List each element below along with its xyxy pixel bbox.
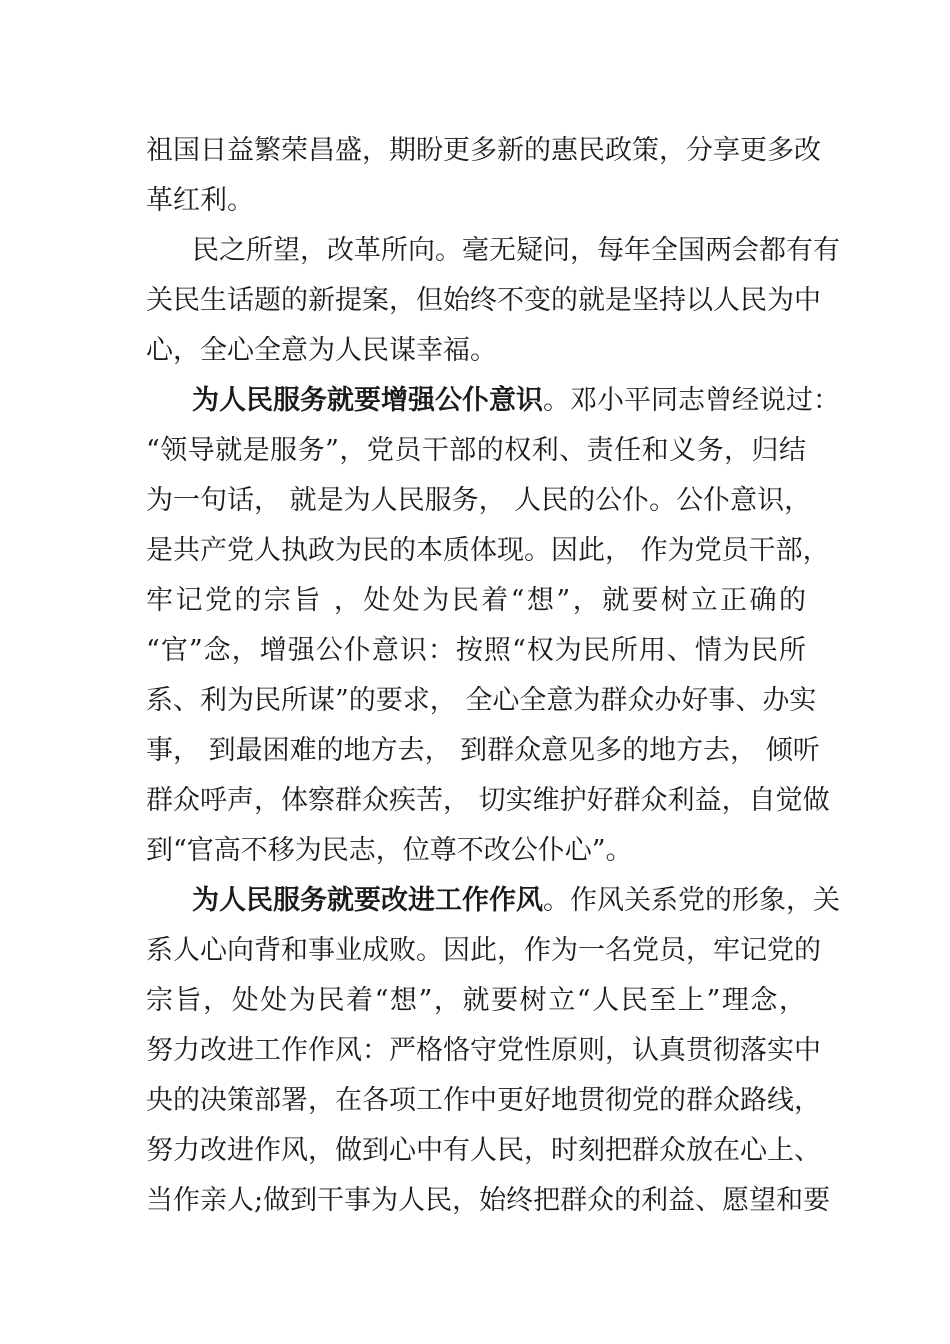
line-text: 努力改进作风，做到心中有人民，时刻把群众放在心上、 <box>146 1135 821 1166</box>
text-line <box>146 131 821 171</box>
line-text: 牢记党的宗旨 ，处处为民着“想”，就要树立正确的 <box>146 585 806 616</box>
line-text: 当作亲人;做到干事为人民，始终把群众的利益、愿望和要 <box>146 1185 831 1216</box>
text-line <box>146 831 806 871</box>
text-line <box>146 931 821 971</box>
text-line <box>146 431 806 471</box>
paragraph-first-line <box>192 881 840 921</box>
line-text: “官”念，增强公仆意识：按照“权为民所用、情为民所 <box>146 635 806 666</box>
text-line <box>146 331 806 371</box>
text-line <box>146 281 821 321</box>
text-line <box>146 631 806 671</box>
line-text: 。作风关系党的形象，关 <box>543 885 840 916</box>
line-text: 系人心向背和事业成败。因此，作为一名党员，牢记党的 <box>146 935 821 966</box>
text-line <box>146 1081 821 1121</box>
paragraph-first-line <box>192 231 840 271</box>
text-line <box>146 481 812 521</box>
line-text: 民之所望，改革所向。毫无疑问，每年全国两会都有有 <box>192 235 840 266</box>
text-line <box>146 531 830 571</box>
text-line <box>146 681 817 721</box>
paragraph-first-line <box>192 381 840 421</box>
line-text: 系、利为民所谋”的要求， 全心全意为群众办好事、办实 <box>146 685 817 716</box>
text-line <box>146 1181 831 1221</box>
text-line <box>146 731 820 771</box>
line-text: 到“官高不移为民志，位尊不改公仆心”。 <box>146 835 633 866</box>
text-line <box>146 981 806 1021</box>
line-text: 心，全心全意为人民谋幸福。 <box>146 335 497 366</box>
line-text: 努力改进工作作风：严格恪守党性原则，认真贯彻落实中 <box>146 1035 821 1066</box>
line-text: 祖国日益繁荣昌盛，期盼更多新的惠民政策，分享更多改 <box>146 135 821 166</box>
line-text: 关民生话题的新提案，但始终不变的就是坚持以人民为中 <box>146 285 821 316</box>
section-heading: 为人民服务就要改进工作作风 <box>192 885 543 916</box>
line-text: 事， 到最困难的地方去， 到群众意见多的地方去， 倾听 <box>146 735 820 766</box>
text-line <box>146 181 806 221</box>
line-text: 是共产党人执政为民的本质体现。因此， 作为党员干部， <box>146 535 830 566</box>
section-heading: 为人民服务就要增强公仆意识 <box>192 385 543 416</box>
line-text: 宗旨，处处为民着“想”，就要树立“人民至上”理念， <box>146 985 806 1016</box>
line-text: 革红利。 <box>146 185 254 216</box>
line-text: 为一句话， 就是为人民服务， 人民的公仆。公仆意识， <box>146 485 812 516</box>
text-line <box>146 781 830 821</box>
line-text: 。邓小平同志曾经说过： <box>543 385 840 416</box>
text-line <box>146 1031 821 1071</box>
line-text: 群众呼声，体察群众疾苦， 切实维护好群众利益，自觉做 <box>146 785 830 816</box>
text-line <box>146 581 806 621</box>
line-text: “领导就是服务”，党员干部的权利、责任和义务，归结 <box>146 435 806 466</box>
text-line <box>146 1131 821 1171</box>
line-text: 央的决策部署，在各项工作中更好地贯彻党的群众路线， <box>146 1085 821 1116</box>
